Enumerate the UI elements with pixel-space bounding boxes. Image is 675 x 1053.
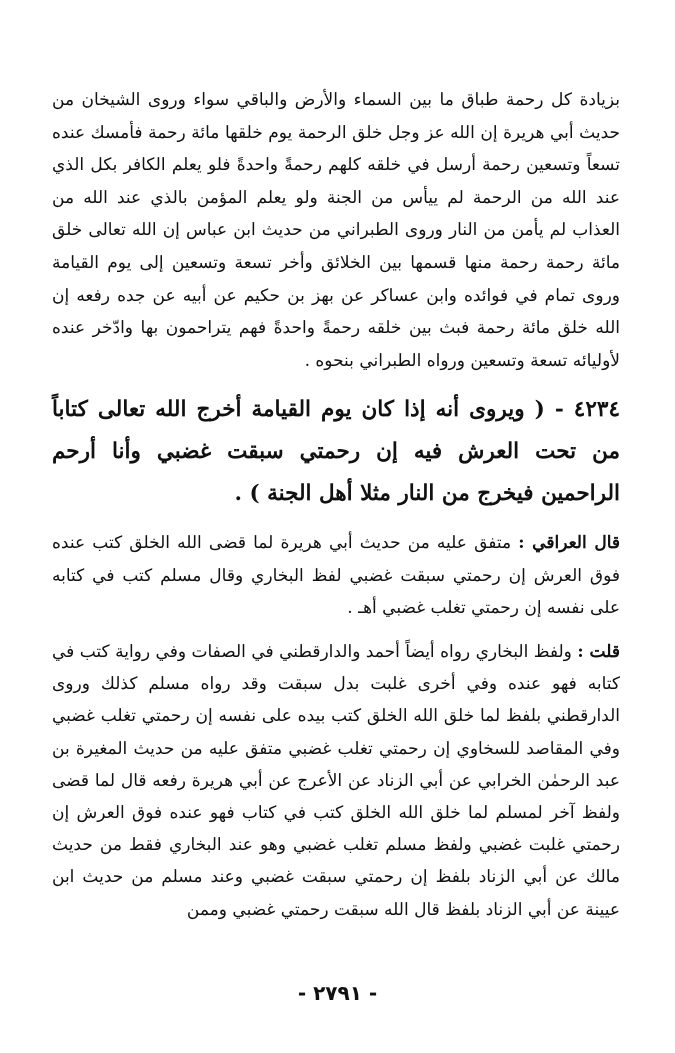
page-number: - ٢٧٩١ - bbox=[297, 981, 378, 1005]
qult-text: ولفظ البخاري رواه أيضاً أحمد والدارقطني في الصفات وفي رواية كتب في كتابه فهو عنده وفي أخرى غلبت بدل سبقت وقد رواه مسلم كذلك وروى الدارقطني بلفظ لما خلق الله الخلق كتب بيده على نفسه إن رحمتي تغلب غضبي وفي المقاصد للسخاوي إن رحمتي تغلب غضبي متفق عليه من حديث المغيرة بن عبد الرحمٰن الخرابي عن أبي الزناد عن الأعرج عن أبي هريرة رفعه قال لما قضى ولفظ آخر لمسلم لما خلق الله الخلق كتب في كتاب فهو عنده فوق العرش إن رحمتي غلبت غضبي ولفظ مسلم تغلب غضبي وهو عند البخاري فقط من حديث مالك عن أبي الزناد بلفظ إن رحمتي سبقت غضبي وعند مسلم من حديث ابن عيينة عن أبي الزناد بلفظ قال الله سبقت رحمتي غضبي وممن bbox=[52, 641, 620, 920]
iraqi-takhrij-paragraph bbox=[52, 527, 620, 624]
hadith-entry-4234: ٤٢٣٤ - ( ويروى أنه إذا كان يوم القيامة أخرج الله تعالى كتاباً من تحت العرش فيه إن رحمتي سبقت غضبي وأنا أرحم الراحمين فيخرج من النار مثلا أهل الجنة ) . bbox=[52, 397, 620, 507]
iraqi-text: متفق عليه من حديث أبي هريرة لما قضى الله الخلق كتب عنده فوق العرش إن رحمتي سبقت غضبي لفظ البخاري وقال مسلم كتب في كتابه على نفسه إن رحمتي تغلب غضبي أهـ . bbox=[52, 533, 620, 618]
qult-lead: قلت : bbox=[577, 641, 620, 662]
page-body bbox=[52, 84, 620, 926]
commentary-paragraph: بزيادة كل رحمة طباق ما بين السماء والأرض والباقي سواء وروى الشيخان من حديث أبي هريرة إن الله عز وجل خلق الرحمة يوم خلقها مائة رحمة فأمسك عنده تسعاً وتسعين رحمة أرسل في خلقه كلهم رحمةً واحدةً فلو يعلم الكافر بكل الذي عند الله من الرحمة لم ييأس من الجنة ولو يعلم المؤمن بالذي عند الله من العذاب لم يأمن من النار وروى الطبراني من حديث ابن عباس إن الله تعالى خلق مائة رحمة رحمة منها قسمها بين الخلائق وأخر تسعة وتسعين إلى يوم القيامة وروى تمام في فوائده وابن عساكر عن بهز بن حكيم عن أبيه عن جده رفعه إن الله خلق مائة رحمة فبث بين خلقه رحمةً واحدةً فهم يتراحمون بها وادّخر عنده لأوليائه تسعة وتسعين ورواه الطبراني بنحوه . bbox=[52, 90, 620, 371]
iraqi-lead: قال العراقي : bbox=[518, 533, 621, 554]
qult-paragraph bbox=[52, 636, 620, 926]
